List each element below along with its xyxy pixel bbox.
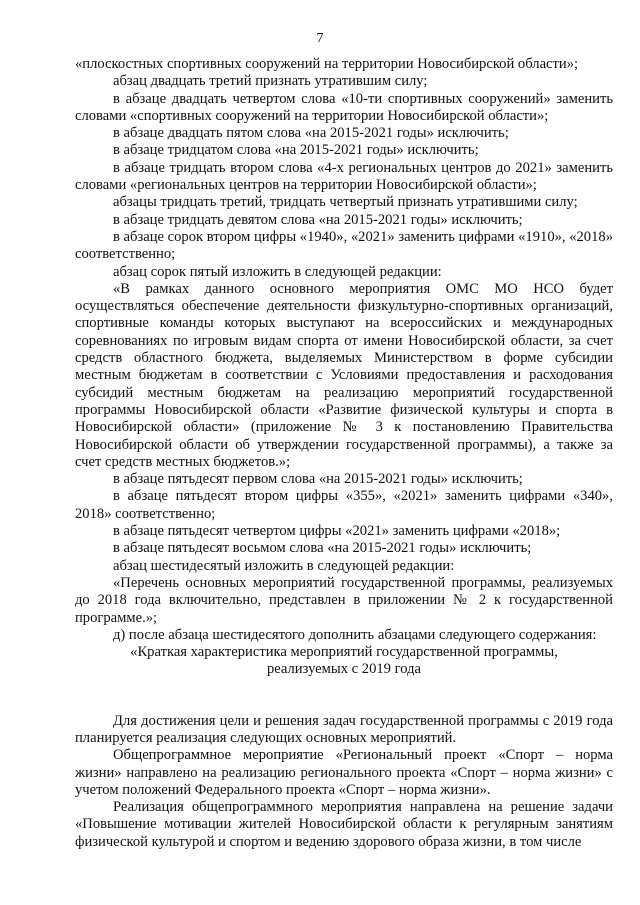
paragraph: абзац двадцать третий признать утратившим силу;	[113, 73, 428, 90]
paragraph: в абзаце сорок втором цифры «1940», «2021» заменить цифрами «1910», «2018» соответственно;	[75, 228, 613, 263]
paragraph: абзац сорок пятый изложить в следующей редакции:	[113, 263, 442, 280]
paragraph: в абзаце пятьдесят четвертом цифры «2021» заменить цифрами «2018»;	[113, 523, 561, 540]
paragraph: «плоскостных спортивных сооружений на территории Новосибирской области»;	[75, 56, 579, 72]
paragraph: в абзаце тридцать девятом слова «на 2015-2021 годы» исключить;	[113, 211, 523, 228]
paragraph: «В рамках данного основного мероприятия ОМС МО НСО будет осуществляться обеспечение деятельности физкультурно-спортивных организаций, спортивные команды которых выступают на всероссийских и международных соревнованиях по игровым видам спорта от имени Новосибирской области, за счет средств областного бюджета, выделяемых Министерством в форме субсидии местным бюджетам в соответствии с Условиями предоставления и расходования субсидий местным бюджетам на реализацию мероприятий государственной программы Новосибирской области «Развитие физической культуры и спорта в Новосибирской области» (приложение № 3 к постановлению Правительства Новосибирской области об утверждении государственной программы), а также за счет средств местных бюджетов.»;	[75, 280, 613, 470]
document-body	[75, 56, 613, 851]
paragraph: в абзаце двадцать пятом слова «на 2015-2021 годы» исключить;	[113, 125, 509, 142]
section-heading-line: «Краткая характеристика мероприятий государственной программы,	[130, 644, 558, 661]
paragraph: в абзаце пятьдесят втором цифры «355», «2021» заменить цифрами «340», 2018» соответственно;	[75, 488, 613, 522]
section-heading-line: реализуемых с 2019 года	[266, 661, 422, 678]
paragraph: Для достижения цели и решения задач государственной программы с 2019 года планируется реализация следующих основных мероприятий.	[75, 712, 613, 746]
paragraph: Общепрограммное мероприятие «Региональный проект «Спорт – норма жизни» направлено на реализацию регионального проекта «Спорт – норма жизни» с учетом положений Федерального проекта «Спорт – норма жизни».	[75, 747, 613, 798]
spacer	[75, 679, 613, 713]
paragraph: в абзаце двадцать четвертом слова «10-ти спортивных сооружений» заменить словами «спортивных сооружений на территории Новосибирской области»;	[75, 90, 613, 124]
paragraph: в абзаце тридцатом слова «на 2015-2021 годы» исключить;	[113, 142, 479, 159]
paragraph: в абзаце тридцать втором слова «4-х региональных центров до 2021» заменить словами «региональных центров на территории Новосибирской области»;	[75, 159, 613, 194]
page-number: 7	[316, 31, 324, 46]
paragraph: в абзаце пятьдесят первом слова «на 2015-2021 годы» исключить;	[113, 471, 523, 488]
paragraph: д) после абзаца шестидесятого дополнить абзацами следующего содержания:	[113, 626, 597, 643]
paragraph: Реализация общепрограммного мероприятия направлена на решение задачи «Повышение мотивации жителей Новосибирской области к регулярным занятиям физической культурой и спортом и ведению здорового образа жизни, в том числе	[75, 799, 613, 850]
paragraph: «Перечень основных мероприятий государственной программы, реализуемых до 2018 года включительно, представлен в приложении № 2 к государственной программе.»;	[75, 574, 613, 626]
paragraph: в абзаце пятьдесят восьмом слова «на 2015-2021 годы» исключить;	[113, 540, 532, 557]
paragraph: абзацы тридцать третий, тридцать четвертый признать утратившими силу;	[113, 194, 578, 211]
paragraph: абзац шестидесятый изложить в следующей редакции:	[113, 557, 455, 574]
